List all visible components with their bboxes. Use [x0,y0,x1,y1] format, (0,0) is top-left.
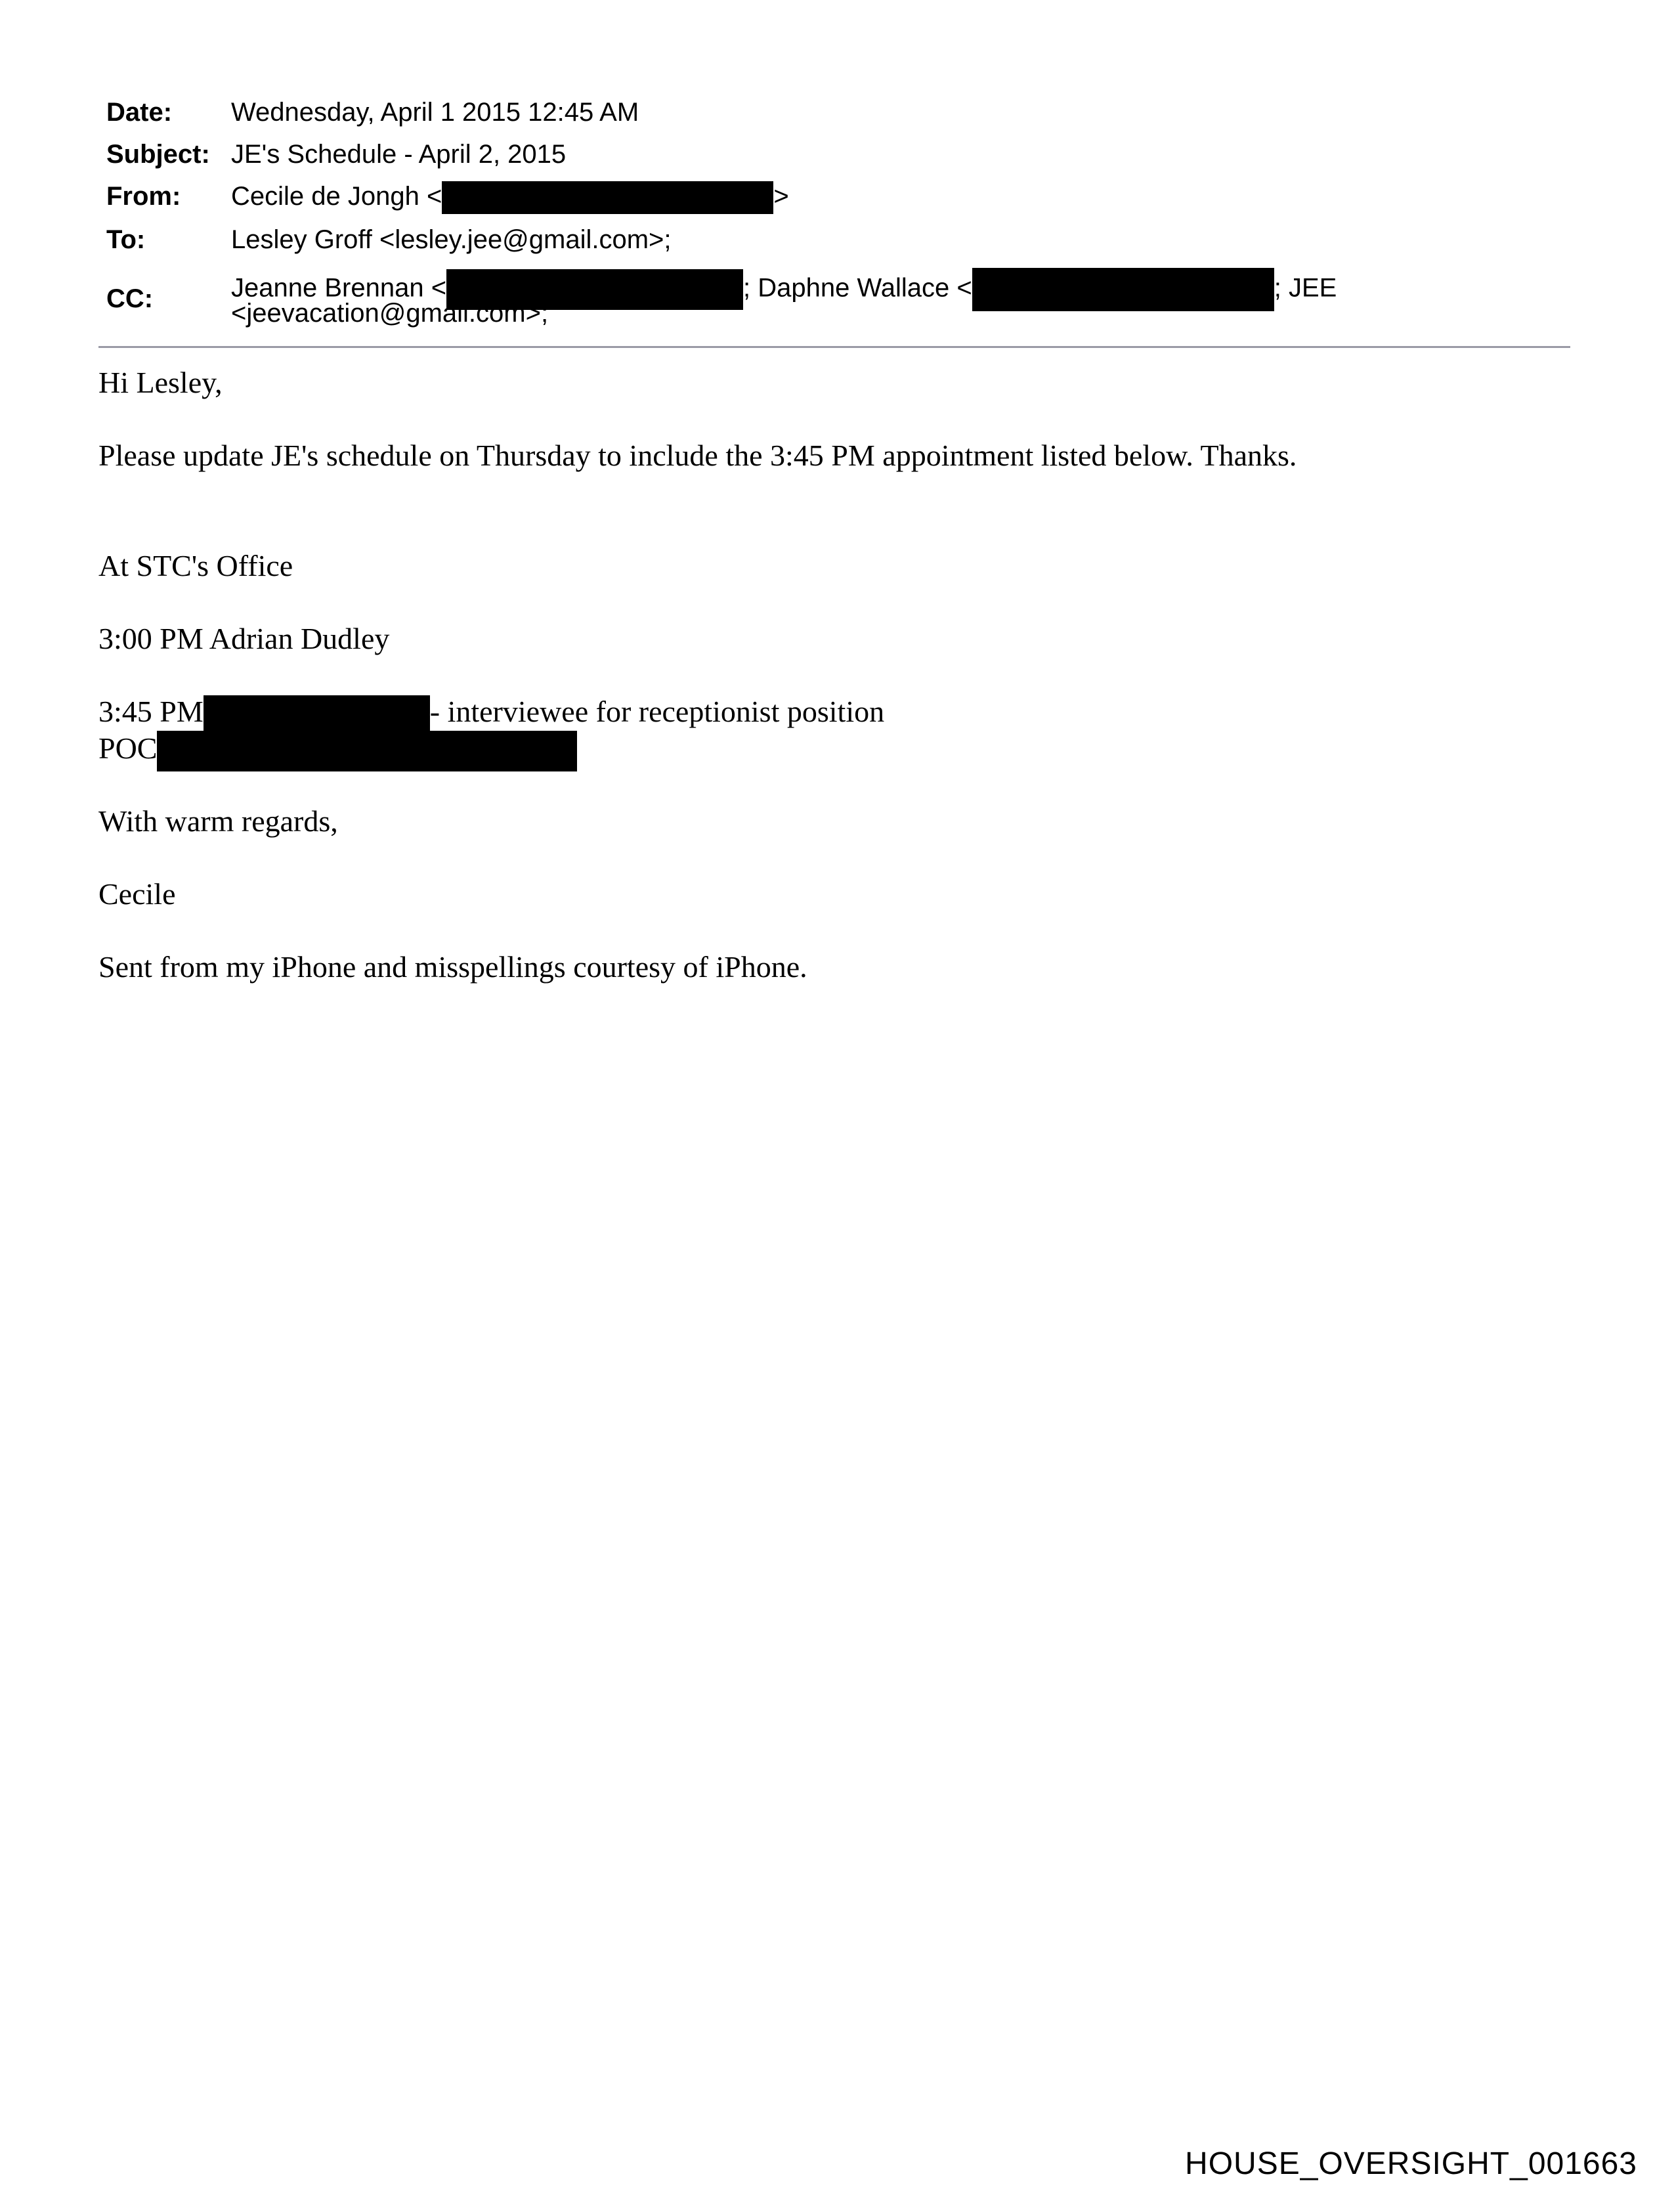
cc-name-2: ; Daphne Wallace < [743,273,972,303]
redaction-box [204,695,430,733]
closing: With warm regards, [98,804,338,838]
poc-line [98,730,577,771]
header-divider [98,346,1570,348]
redaction-box [157,731,577,771]
sent-from-line: Sent from my iPhone and misspellings courtesy of iPhone. [98,950,807,984]
signature: Cecile [98,877,176,911]
to-value: Lesley Groff <lesley.jee@gmail.com>; [231,225,672,254]
subject-label: Subject: [106,140,210,169]
from-value [231,181,789,214]
appointment-2-desc: - interviewee for receptionist position [429,695,885,728]
cc-label: CC: [106,284,154,313]
from-label: From: [106,182,181,211]
location-line: At STC's Office [98,549,293,582]
request-paragraph: Please update JE's schedule on Thursday to include the 3:45 PM appointment listed below. Thanks. [98,439,1297,472]
to-label: To: [106,225,146,254]
subject-value: JE's Schedule - April 2, 2015 [231,140,567,169]
appointment-2 [98,693,884,733]
greeting: Hi Lesley, [98,366,223,399]
redaction-box [972,268,1274,311]
appointment-2-time: 3:45 PM [98,695,204,728]
cc-name-3: ; JEE [1274,273,1337,303]
poc-label: POC [98,731,158,765]
date-value: Wednesday, April 1 2015 12:45 AM [231,98,639,127]
date-label: Date: [106,98,173,127]
redaction-box [442,181,773,214]
cc-name-1: Jeanne Brennan < [231,273,447,303]
from-close: > [773,182,789,211]
cc-value-line2: <jeevacation@gmail.com>; [231,299,549,328]
from-name: Cecile de Jongh < [231,182,442,211]
appointment-1: 3:00 PM Adrian Dudley [98,622,390,655]
bates-number: HOUSE_OVERSIGHT_001663 [1185,2146,1637,2181]
